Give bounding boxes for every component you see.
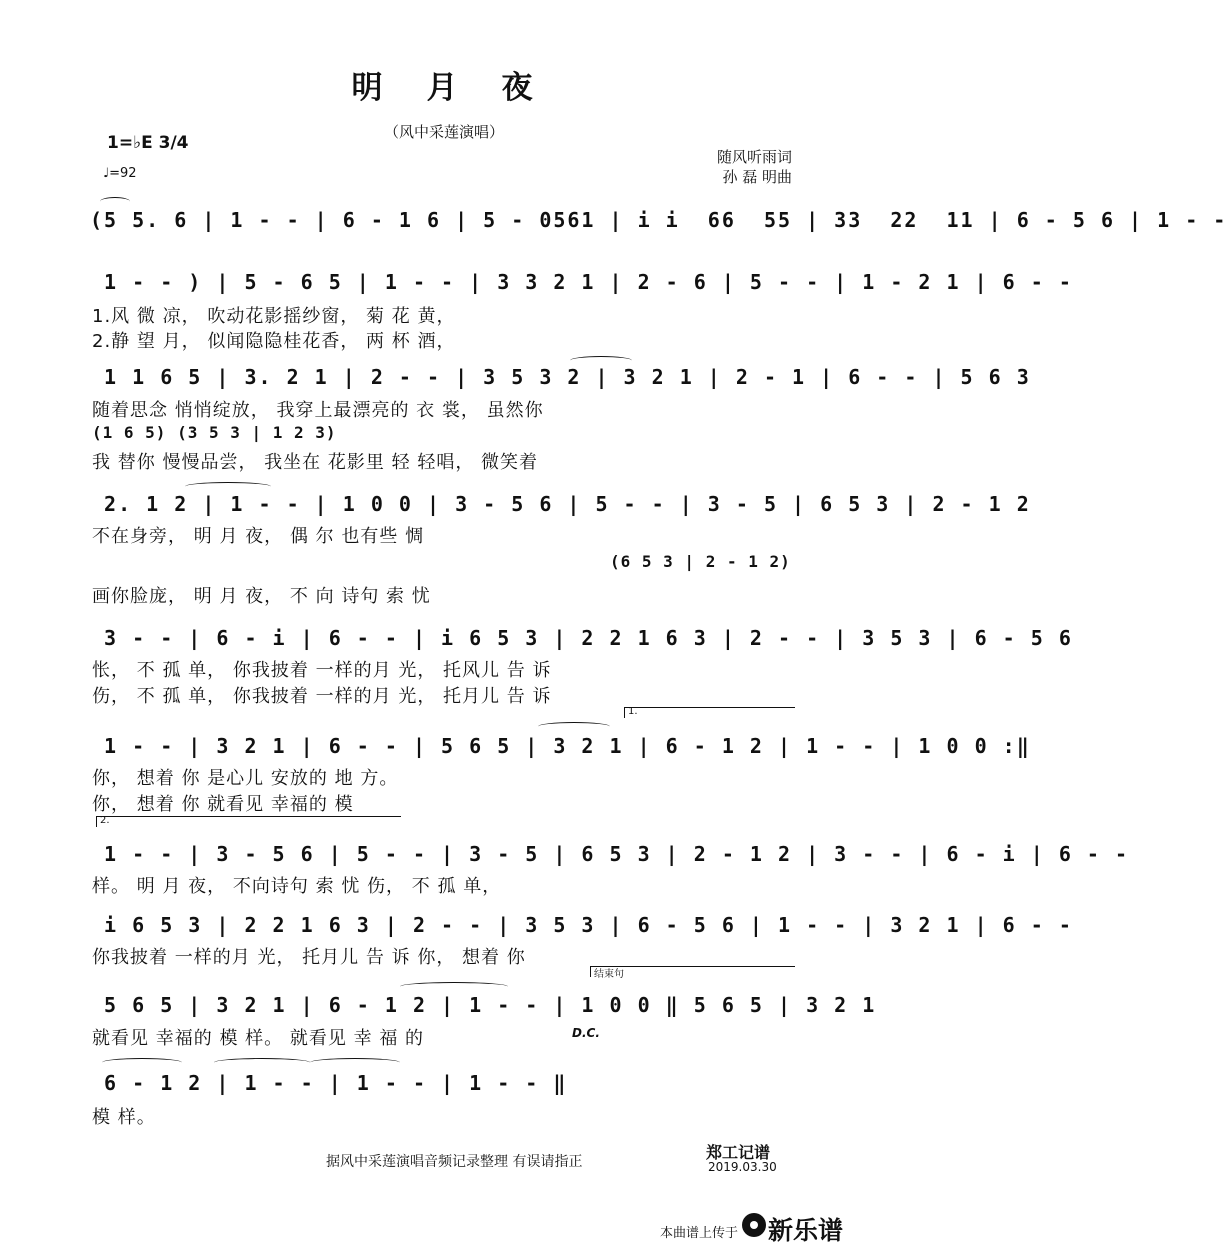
lyric-verse-1: 不在身旁， 明 月 夜， 偶 尔 也有些 惆 (92, 526, 425, 547)
lyric-verse-2: 伤， 不 孤 单， 你我披着 一样的月 光， 托月儿 告 诉 (92, 686, 552, 707)
lyric-verse-1: 怅， 不 孤 单， 你我披着 一样的月 光， 托风儿 告 诉 (92, 660, 552, 681)
coda-bracket: 结束句 (590, 966, 795, 977)
notation-line: 2. 1 2 | 1 - - | 1 0 0 | 3 - 5 6 | 5 - - | 3 - 5 | 6 5 3 | 2 - 1 2 (90, 492, 1031, 516)
slur-mark (570, 356, 632, 365)
alt-notation: (1 6 5) (3 5 3 | 1 2 3) (92, 423, 337, 442)
notation-line: 6 - 1 2 | 1 - - | 1 - - | 1 - - ‖ (90, 1071, 568, 1095)
lyricist-credit: 随风听雨词 (716, 148, 792, 166)
notation-line: 1 1 6 5 | 3. 2 1 | 2 - - | 3 5 3 2 | 3 2 1 | 2 - 1 | 6 - - | 5 6 3 (90, 365, 1031, 389)
upload-text: 本曲谱上传于 (660, 1226, 739, 1241)
notation-line: i 6 5 3 | 2 2 1 6 3 | 2 - - | 3 5 3 | 6 - 5 6 | 1 - - | 3 2 1 | 6 - - (90, 913, 1073, 937)
key-signature: 1=♭E 3/4 (107, 133, 189, 153)
tempo-marking: ♩=92 (103, 166, 137, 181)
lyric-verse-1: 你， 想着 你 是心儿 安放的 地 方。 (92, 768, 399, 789)
slur-mark (538, 722, 610, 731)
notation-line: 5 6 5 | 3 2 1 | 6 - 1 2 | 1 - - | 1 0 0 ‖ 5 6 5 | 3 2 1 (90, 993, 877, 1017)
notation-line: 3 - - | 6 - i | 6 - - | i 6 5 3 | 2 2 1 6 3 | 2 - - | 3 5 3 | 6 - 5 6 (90, 626, 1073, 650)
slur-mark (214, 1058, 310, 1067)
lyric-verse-2: 画你脸庞， 明 月 夜， 不 向 诗句 索 忧 (92, 586, 431, 607)
notation-line: 1 - - | 3 2 1 | 6 - - | 5 6 5 | 3 2 1 | 6 - 1 2 | 1 - - | 1 0 0 :‖ (90, 734, 1031, 758)
notation-line: 1 - - | 3 - 5 6 | 5 - - | 3 - 5 | 6 5 3 | 2 - 1 2 | 3 - - | 6 - i | 6 - - (90, 842, 1130, 866)
alt-notation: (6 5 3 | 2 - 1 2) (610, 552, 791, 571)
scribe-signature: 郑工记谱 (706, 1143, 771, 1162)
lyric-verse-1: 就看见 幸福的 模 样。 就看见 幸 福 的 (92, 1028, 425, 1049)
slur-mark (400, 982, 508, 991)
record-icon (742, 1213, 766, 1237)
transcription-note: 据风中采莲演唱音频记录整理 有误请指正 (326, 1154, 583, 1170)
composer-credit: 孙 磊 明曲 (722, 168, 792, 186)
score-row-1 (90, 200, 1227, 240)
brand-logo-text[interactable]: 新乐谱 (768, 1216, 844, 1245)
scribe-date: 2019.03.30 (708, 1160, 777, 1174)
slur-mark (100, 197, 130, 206)
lyric-verse-1: 模 样。 (92, 1107, 156, 1128)
lyric-verse-1: 你我披着 一样的月 光， 托月儿 告 诉 你， 想着 你 (92, 947, 526, 968)
notation-line: (5 5. 6 | 1 - - | 6 - 1 6 | 5 - 0561 | i i 66 55 | 33 22 11 | 6 - 5 6 | 1 - - (90, 208, 1227, 232)
score-row-5 (90, 618, 1073, 658)
slur-mark (310, 1058, 400, 1067)
second-ending-bracket: 2. (96, 816, 401, 827)
slur-mark (185, 482, 271, 491)
lyric-verse-1: 随着思念 悄悄绽放， 我穿上最漂亮的 衣 裳， 虽然你 (92, 400, 544, 421)
score-row-7 (90, 834, 1130, 874)
slur-mark (102, 1058, 182, 1067)
score-row-10 (90, 1063, 802, 1103)
lyric-verse-1: 样。 明 月 夜， 不向诗句 索 忧 伤， 不 孤 单， (92, 876, 502, 897)
score-row-2 (90, 262, 1073, 302)
subtitle: （风中采莲演唱） (383, 123, 504, 141)
page-title: 明月夜 (351, 70, 577, 106)
lyric-verse-2: 我 替你 慢慢品尝， 我坐在 花影里 轻 轻唱， 微笑着 (92, 452, 539, 473)
lyric-verse-2: 2.静 望 月， 似闻隐隐桂花香， 两 杯 酒， (92, 331, 456, 352)
first-ending-bracket: 1. (624, 707, 795, 718)
score-row-8 (90, 905, 1073, 945)
lyric-verse-1: 1.风 微 凉， 吹动花影摇纱窗， 菊 花 黄， (92, 306, 456, 327)
lyric-verse-2: 你， 想着 你 就看见 幸福的 模 (92, 794, 354, 815)
score-row-9 (90, 985, 877, 1025)
score-row-6 (90, 726, 1031, 766)
score-row-3 (90, 357, 1031, 397)
notation-line: 1 - - ) | 5 - 6 5 | 1 - - | 3 3 2 1 | 2 - 6 | 5 - - | 1 - 2 1 | 6 - - (90, 270, 1073, 294)
dc-marking: D.C. (572, 1026, 600, 1040)
